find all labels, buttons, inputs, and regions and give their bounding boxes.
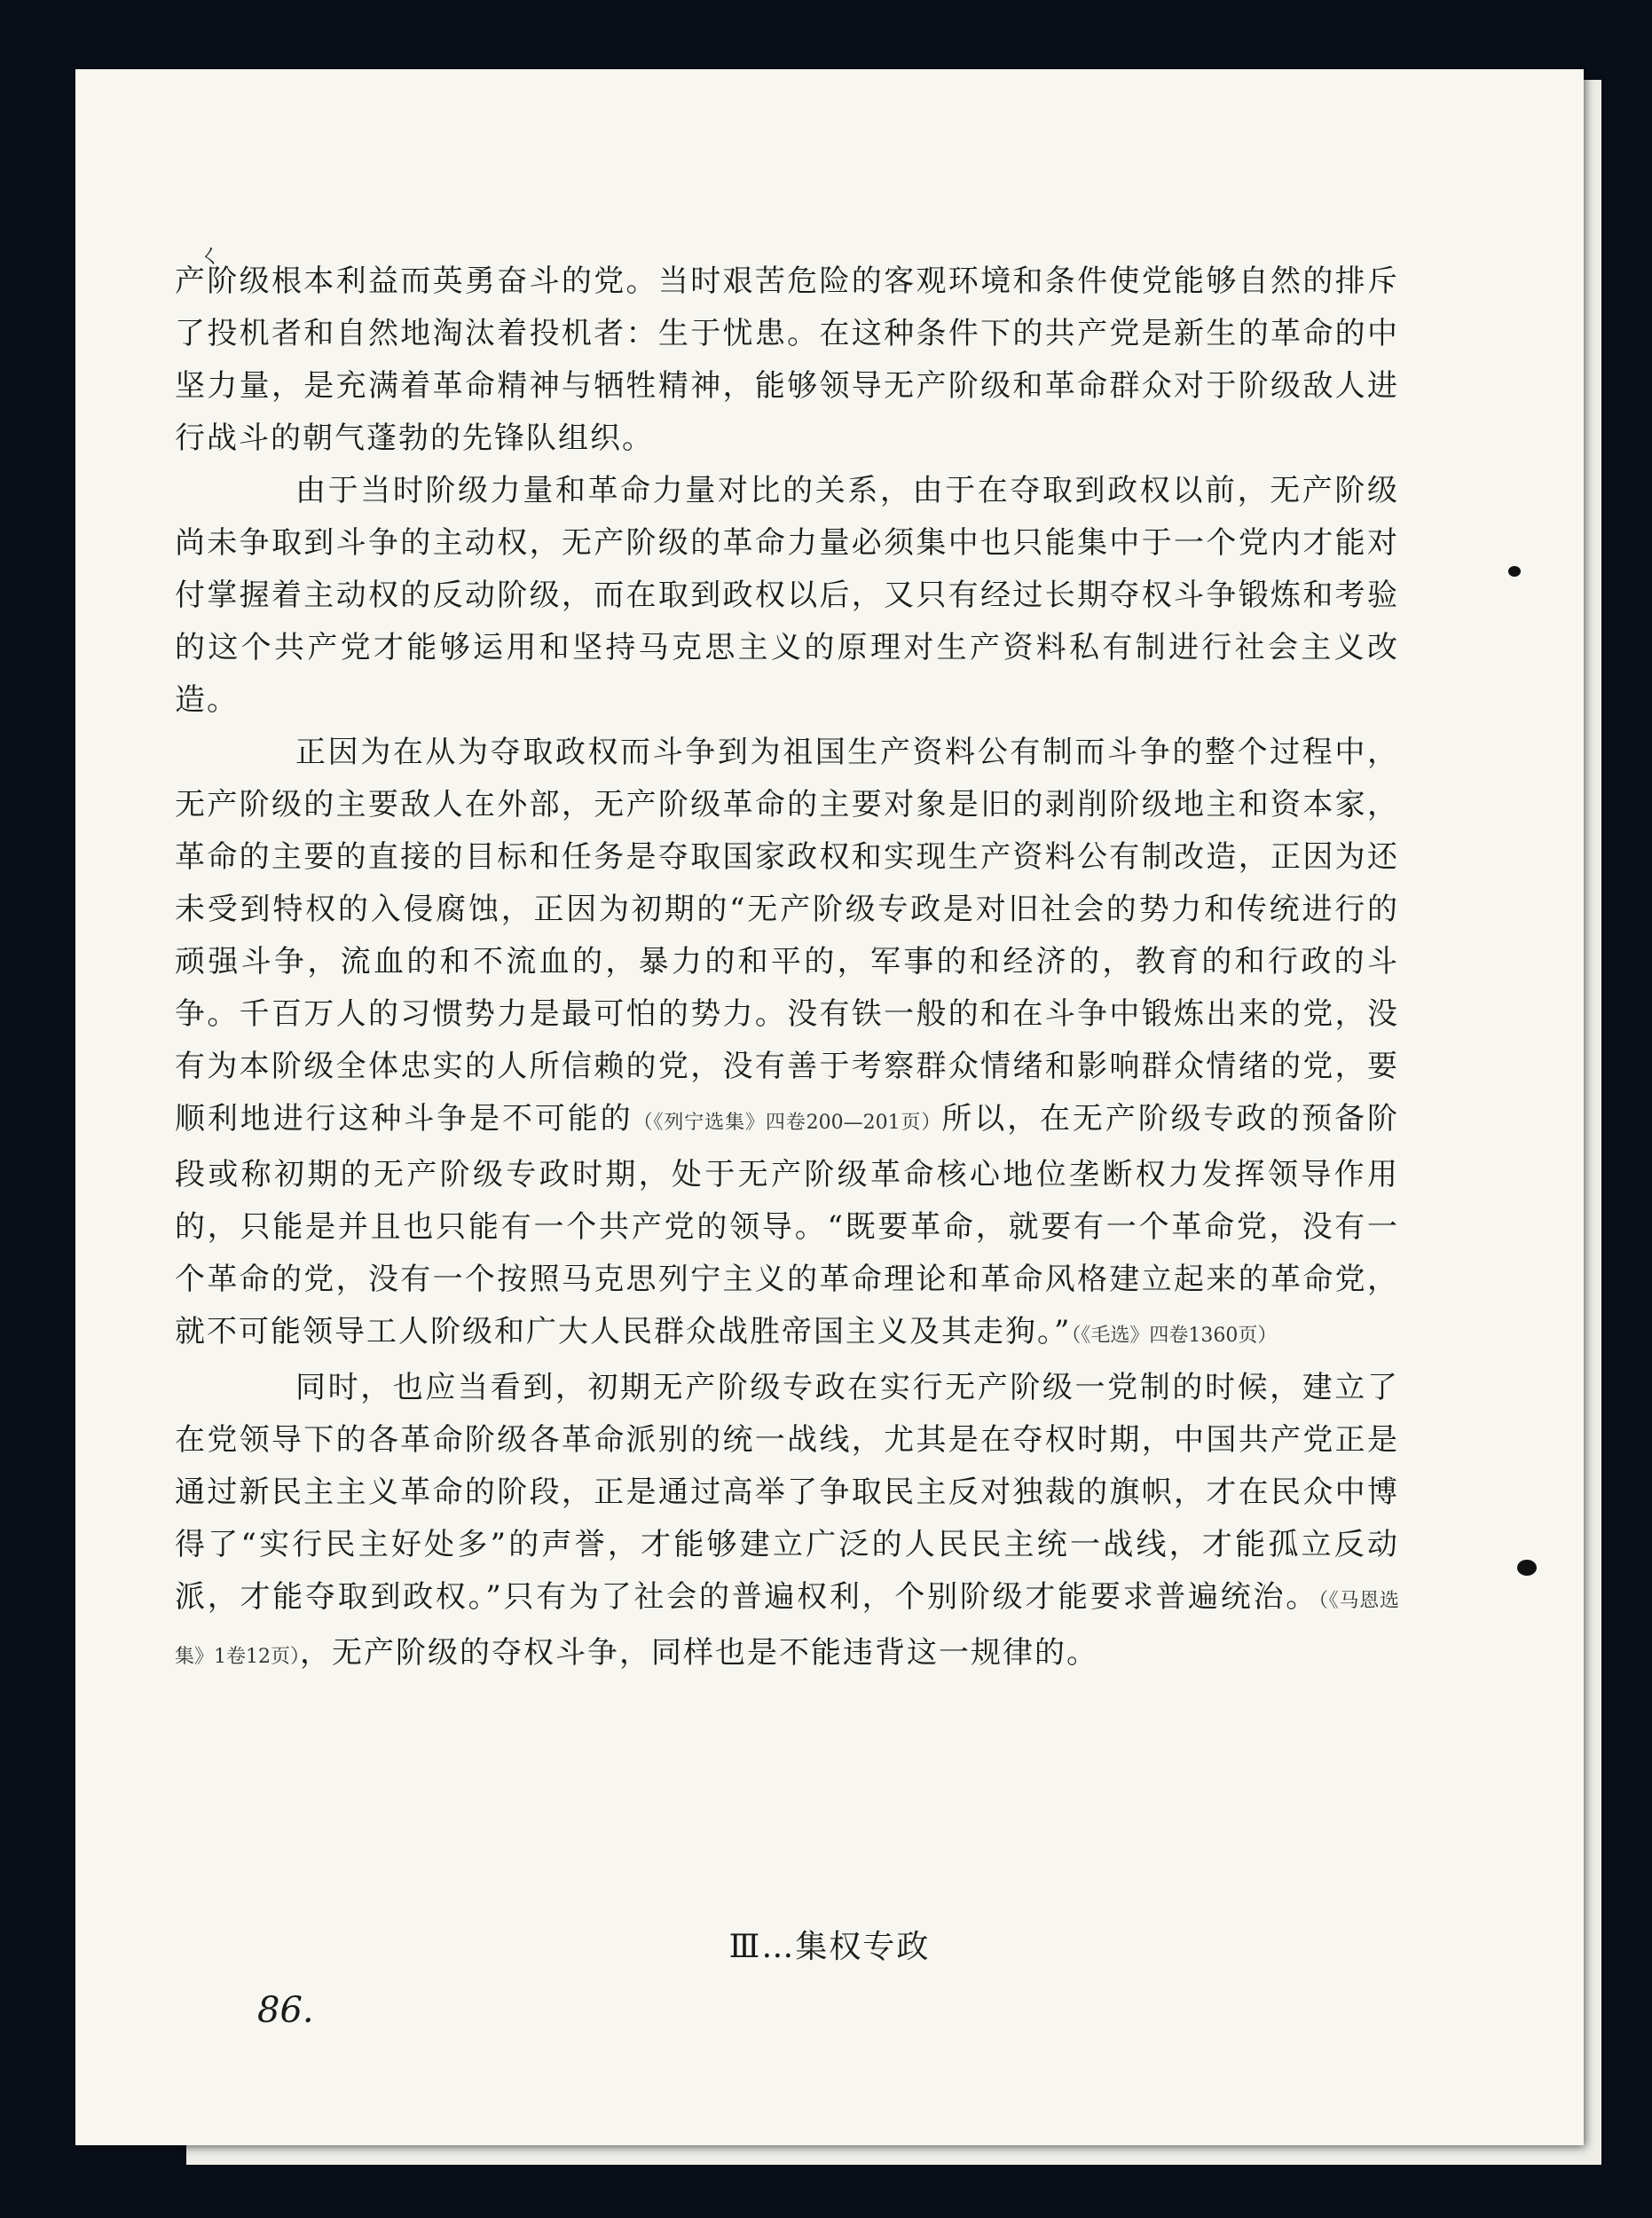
paragraph-3 xyxy=(175,727,1399,1362)
margin-mark: ㄑ xyxy=(198,240,224,270)
citation: （《列宁选集》四卷200—201页） xyxy=(633,1112,942,1134)
page-number: 86. xyxy=(257,1990,314,2031)
paragraph-text: 正因为在从为夺取政权而斗争到为祖国生产资料公有制而斗争的整个过程中，无产阶级的主要敌人在外部，无产阶级革命的主要对象是旧的剥削阶级地主和资本家，革命的主要的直接的目标和任务是夺取国家政权和实现生产资料公有制改造，正因为还未受到特权的入侵腐蚀，正因为初期的“无产阶级专政是对旧社会的势力和传统进行的顽强斗争，流血的和不流血的，暴力的和平的，军事的和经济的，教育的和行政的斗争。千百万人的习惯势力是最可怕的势力。没有铁一般的和在斗争中锻炼出来的党，没有为本阶级全体忠实的人所信赖的党，没有善于考察群众情绪和影响群众情绪的党，要顺利地进行这种斗争是不可能的 xyxy=(175,735,1399,1137)
section-heading: Ⅲ…集权专政 xyxy=(728,1929,931,1965)
paragraph-2 xyxy=(175,465,1399,727)
paragraph-text: 所以，在无产阶级专政的预备阶段或称初期的无产阶级专政时期，处于无产阶级革命核心地位垄断权力发挥领导作用的，只能是并且也只能有一个共产党的领导。“既要革命，就要有一个革命党，没有一个革命的党，没有一个按照马克思列宁主义的革命理论和革命风格建立起来的革命党，就不可能领导工人阶级和广大人民群众战胜帝国主义及其走狗。” xyxy=(175,1101,1400,1349)
citation: （《毛选》四卷1360页） xyxy=(1071,1325,1278,1347)
document-body xyxy=(175,256,1399,1683)
document-page xyxy=(75,69,1584,2145)
ink-spot xyxy=(1517,1560,1537,1576)
paragraph-text: 产阶级根本利益而英勇奋斗的党。当时艰苦危险的客观环境和条件使党能够自然的排斥了投机者和自然地淘汰着投机者：生于忧患。在这种条件下的共产党是新生的革命的中坚力量，是充满着革命精神与牺牲精神，能够领导无产阶级和革命群众对于阶级敌人进行战斗的朝气蓬勃的先锋队组织。 xyxy=(175,263,1399,456)
paragraph-text: 同时，也应当看到，初期无产阶级专政在实行无产阶级一党制的时候，建立了在党领导下的各革命阶级各革命派别的统一战线，尤其是在夺权时期，中国共产党正是通过新民主主义革命的阶段，正是通过高举了争取民主反对独裁的旗帜，才在民众中博得了“实行民主好处多”的声誉，才能够建立广泛的人民民主统一战线，才能孤立反动派，才能夺取到政权。”只有为了社会的普遍权利，个别阶级才能要求普遍统治。 xyxy=(175,1370,1399,1615)
paragraph-text: 由于当时阶级力量和革命力量对比的关系，由于在夺取到政权以前，无产阶级尚未争取到斗争的主动权，无产阶级的革命力量必须集中也只能集中于一个党内才能对付掌握着主动权的反动阶级，而在取到政权以后，又只有经过长期夺权斗争锻炼和考验的这个共产党才能够运用和坚持马克思主义的原理对生产资料私有制进行社会主义改造。 xyxy=(175,473,1399,718)
citation: （《马恩选集》1卷12页） xyxy=(175,1590,1399,1668)
paragraph-1 xyxy=(175,256,1399,465)
paragraph-4 xyxy=(175,1362,1399,1683)
ink-spot xyxy=(1508,566,1521,577)
paragraph-text: ，无产阶级的夺权斗争，同样也是不能违背这一规律的。 xyxy=(300,1635,1098,1671)
